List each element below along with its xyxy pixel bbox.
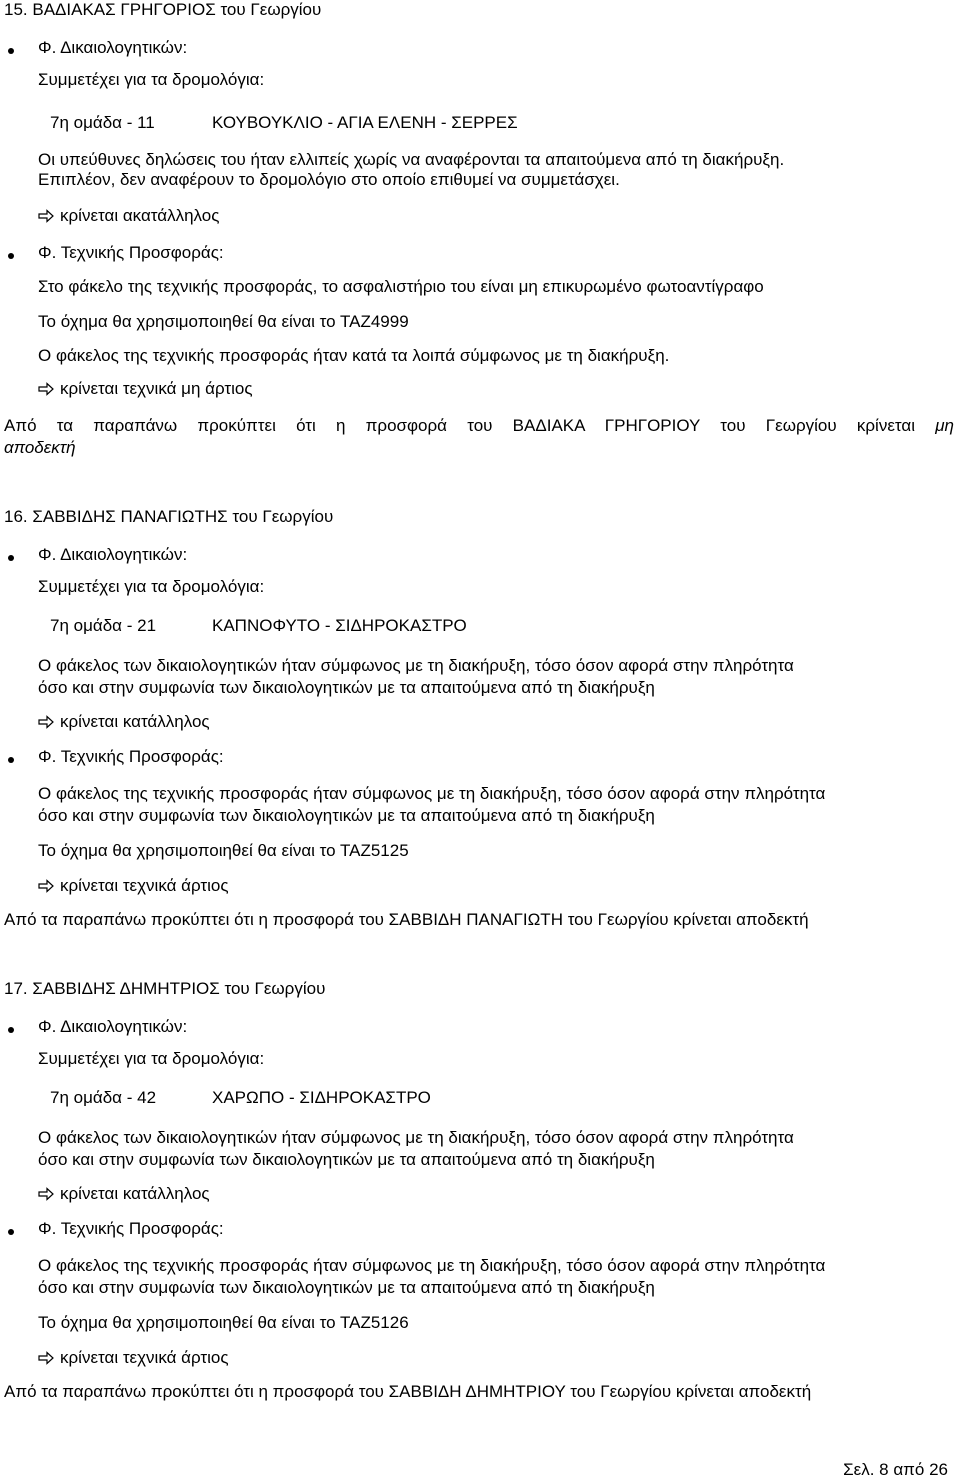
s15-tech-label: Φ. Τεχνικής Προσφοράς: — [38, 243, 224, 262]
s15-conclusion-end: αποδεκτή — [4, 438, 76, 457]
s17-verdict1: κρίνεται κατάλληλος — [38, 1184, 210, 1204]
arrow-right-icon — [38, 1351, 54, 1365]
s15-group: 7η ομάδα - 11 — [50, 113, 155, 132]
s16-verdict2: κρίνεται τεχνικά άρτιος — [38, 876, 229, 896]
s16-route: ΚΑΠΝΟΦΥΤΟ - ΣΙΔΗΡΟΚΑΣΤΡΟ — [212, 616, 467, 635]
s15-verdict2: κρίνεται τεχνικά μη άρτιος — [38, 379, 253, 399]
bullet-icon — [8, 1027, 14, 1033]
s17-verdict2: κρίνεται τεχνικά άρτιος — [38, 1348, 229, 1368]
s16-verdict1: κρίνεται κατάλληλος — [38, 712, 210, 732]
bullet-icon — [8, 757, 14, 763]
s15-participates: Συμμετέχει για τα δρομολόγια: — [38, 70, 265, 89]
bullet-icon — [8, 555, 14, 561]
s15-route: ΚΟΥΒΟΥΚΛΙΟ - ΑΓΙΑ ΕΛΕΝΗ - ΣΕΡΡΕΣ — [212, 113, 518, 132]
arrow-right-icon — [38, 879, 54, 893]
arrow-right-icon — [38, 715, 54, 729]
s15-docs-label: Φ. Δικαιολογητικών: — [38, 38, 188, 57]
s17-tech3: Το όχημα θα χρησιμοποιηθεί θα είναι το ΤΑΖ5126 — [38, 1313, 409, 1332]
bullet-icon — [8, 48, 14, 54]
s16-docs-label: Φ. Δικαιολογητικών: — [38, 545, 188, 564]
s15-tech2: Το όχημα θα χρησιμοποιηθεί θα είναι το ΤΑΖ4999 — [38, 312, 409, 331]
section-15-heading: 15. ΒΑΔΙΑΚΑΣ ΓΡΗΓΟΡΙΟΣ του Γεωργίου — [4, 0, 322, 19]
s17-conclusion: Από τα παραπάνω προκύπτει ότι η προσφορά του ΣΑΒΒΙΔΗ ΔΗΜΗΤΡΙΟΥ του Γεωργίου κρίνεται αποδεκτή — [4, 1382, 812, 1401]
s15-verdict1: κρίνεται ακατάλληλος — [38, 206, 219, 226]
bullet-icon — [8, 1229, 14, 1235]
s16-tech2: όσο και στην συμφωνία των δικαιολογητικών με τα απαιτούμενα από τη διακήρυξη — [38, 806, 655, 825]
s17-line1: Ο φάκελος των δικαιολογητικών ήταν σύμφωνος με τη διακήρυξη, τόσο όσον αφορά στην πληρότητα — [38, 1128, 794, 1147]
s16-conclusion: Από τα παραπάνω προκύπτει ότι η προσφορά του ΣΑΒΒΙΔΗ ΠΑΝΑΓΙΩΤΗ του Γεωργίου κρίνεται αποδεκτή — [4, 910, 809, 929]
s17-tech1: Ο φάκελος της τεχνικής προσφοράς ήταν σύμφωνος με τη διακήρυξη, τόσο όσον αφορά στην πληρότητα — [38, 1256, 826, 1275]
section-17-heading: 17. ΣΑΒΒΙΔΗΣ ΔΗΜΗΤΡΙΟΣ του Γεωργίου — [4, 979, 326, 998]
s15-conclusion: Από τα παραπάνω προκύπτει ότι η προσφορά του ΒΑΔΙΑΚΑ ΓΡΗΓΟΡΙΟΥ του Γεωργίου κρίνεται μη — [4, 416, 954, 435]
s17-docs-label: Φ. Δικαιολογητικών: — [38, 1017, 188, 1036]
s16-tech-label: Φ. Τεχνικής Προσφοράς: — [38, 747, 224, 766]
s16-tech3: Το όχημα θα χρησιμοποιηθεί θα είναι το ΤΑΖ5125 — [38, 841, 409, 860]
s17-route: ΧΑΡΩΠΟ - ΣΙΔΗΡΟΚΑΣΤΡΟ — [212, 1088, 431, 1107]
s17-line2: όσο και στην συμφωνία των δικαιολογητικών με τα απαιτούμενα από τη διακήρυξη — [38, 1150, 655, 1169]
s17-tech2: όσο και στην συμφωνία των δικαιολογητικών με τα απαιτούμενα από τη διακήρυξη — [38, 1278, 655, 1297]
arrow-right-icon — [38, 209, 54, 223]
s16-group: 7η ομάδα - 21 — [50, 616, 157, 635]
arrow-right-icon — [38, 382, 54, 396]
s15-line2: Επιπλέον, δεν αναφέρουν το δρομολόγιο στο οποίο επιθυμεί να συμμετάσχει. — [38, 170, 620, 189]
s17-group: 7η ομάδα - 42 — [50, 1088, 157, 1107]
page-number: Σελ. 8 από 26 — [843, 1460, 948, 1479]
s16-line2: όσο και στην συμφωνία των δικαιολογητικών με τα απαιτούμενα από τη διακήρυξη — [38, 678, 655, 697]
s15-tech3: Ο φάκελος της τεχνικής προσφοράς ήταν κατά τα λοιπά σύμφωνος με τη διακήρυξη. — [38, 346, 670, 365]
s16-participates: Συμμετέχει για τα δρομολόγια: — [38, 577, 265, 596]
s15-tech1: Στο φάκελο της τεχνικής προσφοράς, το ασφαλιστήριο του είναι μη επικυρωμένο φωτοαντίγραφο — [38, 277, 764, 296]
bullet-icon — [8, 253, 14, 259]
s17-participates: Συμμετέχει για τα δρομολόγια: — [38, 1049, 265, 1068]
s15-line1: Οι υπεύθυνες δηλώσεις του ήταν ελλιπείς χωρίς να αναφέρονται τα απαιτούμενα από τη διακήρυξη. — [38, 150, 785, 169]
arrow-right-icon — [38, 1187, 54, 1201]
s16-tech1: Ο φάκελος της τεχνικής προσφοράς ήταν σύμφωνος με τη διακήρυξη, τόσο όσον αφορά στην πληρότητα — [38, 784, 826, 803]
section-16-heading: 16. ΣΑΒΒΙΔΗΣ ΠΑΝΑΓΙΩΤΗΣ του Γεωργίου — [4, 507, 334, 526]
s17-tech-label: Φ. Τεχνικής Προσφοράς: — [38, 1219, 224, 1238]
s16-line1: Ο φάκελος των δικαιολογητικών ήταν σύμφωνος με τη διακήρυξη, τόσο όσον αφορά στην πληρότητα — [38, 656, 794, 675]
